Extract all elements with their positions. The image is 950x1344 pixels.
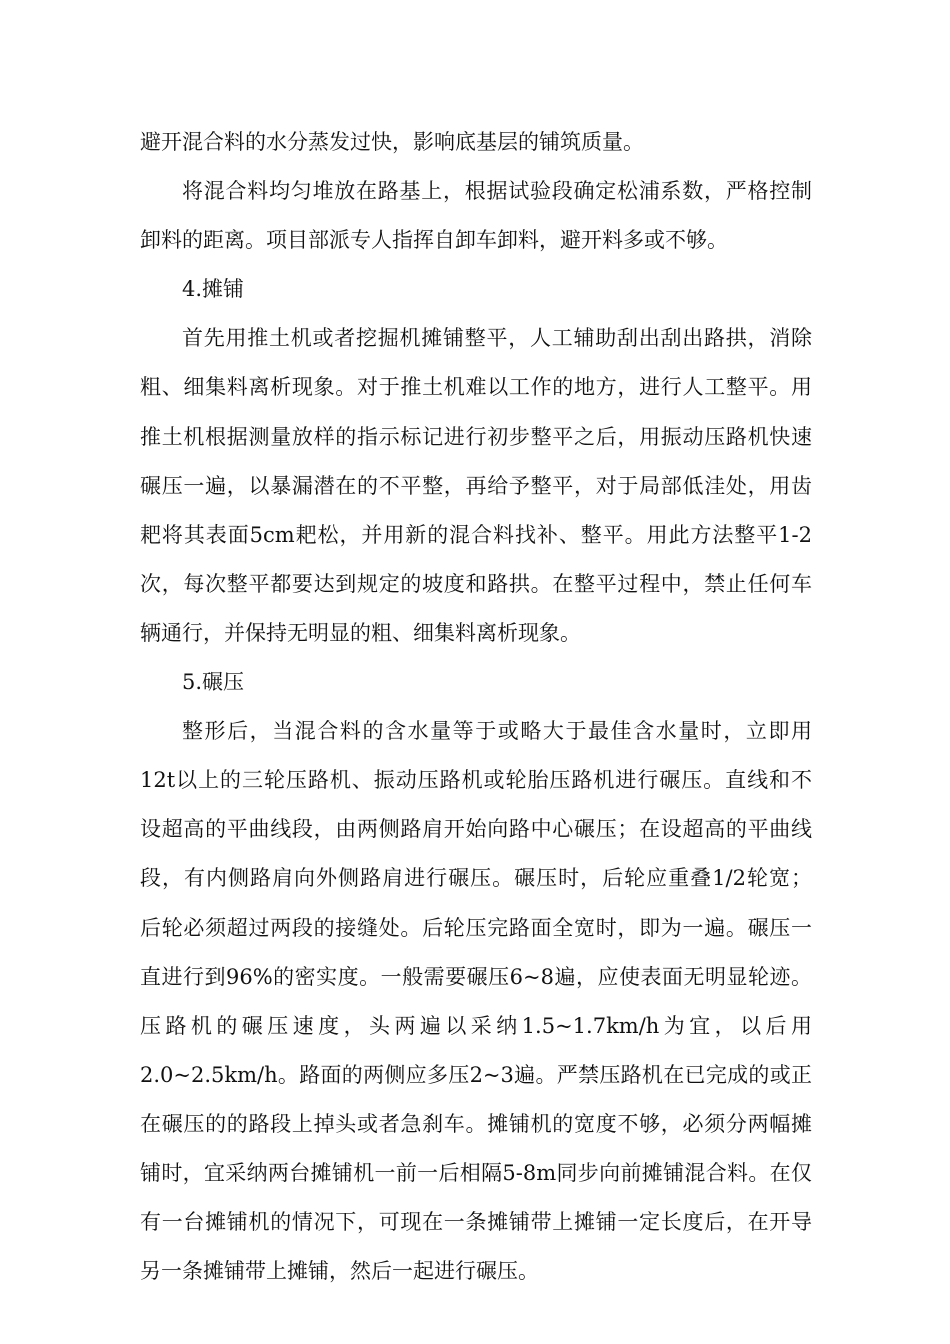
paragraph-line: 次，每次整平都要达到规定的坡度和路拱。在整平过程中，禁止任何车 — [140, 571, 812, 596]
paragraph-line: 推土机根据测量放样的指示标记进行初步整平之后，用振动压路机快速 — [140, 424, 812, 449]
paragraph-line: 碾压一遍，以暴漏潜在的不平整，再给予整平，对于局部低洼处，用齿 — [140, 473, 812, 498]
document-page — [140, 118, 812, 1296]
paragraph-line: 首先用推土机或者挖掘机摊铺整平，人工辅助刮出刮出路拱，消除 — [182, 326, 812, 351]
paragraph-line: 2.0~2.5km/h。路面的两侧应多压2~3遍。严禁压路机在已完成的或正 — [140, 1062, 812, 1087]
paragraph-line: 后轮必须超过两段的接缝处。后轮压完路面全宽时，即为一遍。碾压一 — [140, 915, 812, 940]
paragraph-line: 避开混合料的水分蒸发过快，影响底基层的铺筑质量。 — [140, 130, 644, 154]
paragraph-line: 压路机的碾压速度，头两遍以采纳1.5~1.7km/h为宜，以后用 — [140, 1013, 812, 1038]
paragraph-line: 有一台摊铺机的情况下，可现在一条摊铺带上摊铺一定长度后，在开导 — [140, 1210, 812, 1235]
paragraph-line: 段，有内侧路肩向外侧路肩进行碾压。碾压时，后轮应重叠1/2轮宽； — [140, 866, 812, 891]
paragraph-line: 卸料的距离。项目部派专人指挥自卸车卸料，避开料多或不够。 — [140, 228, 728, 253]
paragraph-line: 辆通行，并保持无明显的粗、细集料离析现象。 — [140, 620, 581, 645]
paragraph-line: 12t以上的三轮压路机、振动压路机或轮胎压路机进行碾压。直线和不 — [140, 768, 812, 793]
section-heading: 4.摊铺 — [182, 277, 245, 302]
paragraph-line: 粗、细集料离析现象。对于推土机难以工作的地方，进行人工整平。用 — [140, 375, 812, 400]
paragraph-line: 设超高的平曲线段，由两侧路肩开始向路中心碾压；在设超高的平曲线 — [140, 817, 812, 842]
paragraph-line: 将混合料均匀堆放在路基上，根据试验段确定松浦系数，严格控制 — [182, 179, 812, 204]
paragraph-line: 在碾压的的路段上掉头或者急刹车。摊铺机的宽度不够，必须分两幅摊 — [140, 1111, 812, 1136]
paragraph-line: 铺时，宜采纳两台摊铺机一前一后相隔5-8m同步向前摊铺混合料。在仅 — [140, 1160, 812, 1185]
paragraph-line: 整形后，当混合料的含水量等于或略大于最佳含水量时，立即用 — [182, 719, 812, 744]
section-heading: 5.碾压 — [182, 670, 245, 695]
paragraph-line: 另一条摊铺带上摊铺，然后一起进行碾压。 — [140, 1259, 539, 1284]
paragraph-line: 直进行到96%的密实度。一般需要碾压6~8遍，应使表面无明显轮迹。 — [140, 964, 812, 989]
paragraph-line: 耙将其表面5cm耙松，并用新的混合料找补、整平。用此方法整平1-2 — [140, 522, 812, 547]
